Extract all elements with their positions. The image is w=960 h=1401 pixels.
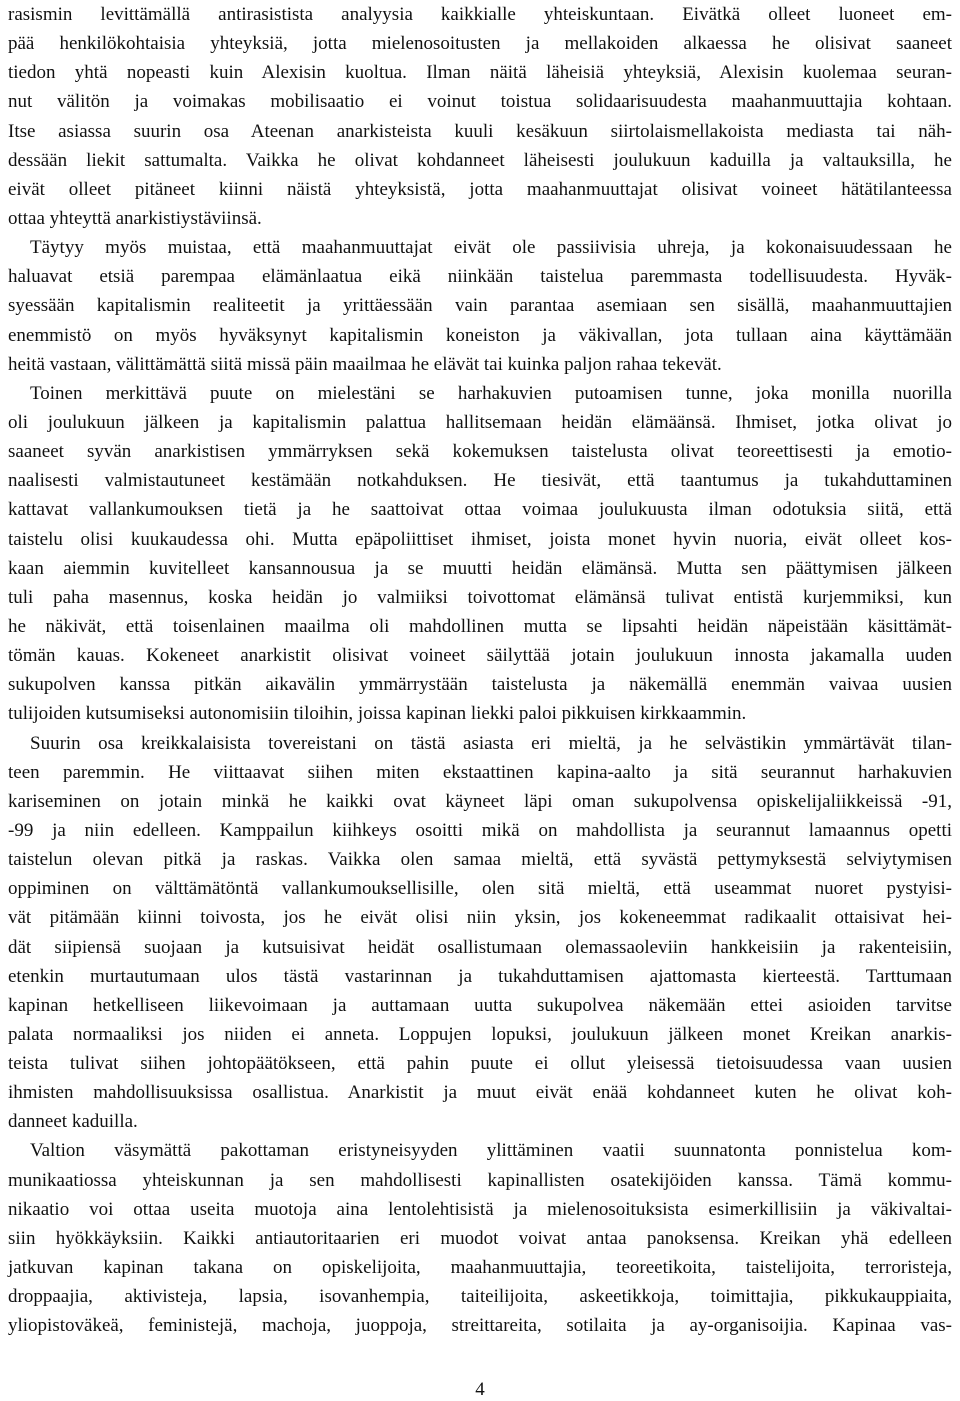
- paragraph: [8, 0, 952, 233]
- text-line: kapinan hetkelliseen liikevoimaan ja auttamaan uutta sukupolvea näkemään ettei asioiden tarvitse: [8, 994, 952, 1016]
- paragraph: [8, 1136, 952, 1340]
- text-line: kaan aiemmin kuvitelleet kansannousua ja se muutti heidän elämänsä. Mutta sen päättymisen jälkeen: [8, 557, 952, 579]
- text-line: dessään liekit sattumalta. Vaikka he olivat kohdanneet läheisesti joulukuun kaduilla ja valtauksilla, he: [8, 149, 952, 171]
- text-line: eivät olleet pitäneet kiinni näistä yhteyksistä, jotta maahanmuuttajat olisivat voineet hätätilanteessa: [8, 178, 952, 200]
- text-line: tuli paha masennus, koska heidän jo valmiiksi toivottomat elämänsä tulivat entistä kurjemmiksi, kun: [8, 586, 952, 608]
- paragraph: [8, 729, 952, 1137]
- text-line: teen paremmin. He viittaavat siihen miten ekstaattinen kapina-aalto ja sitä seurannut harhakuvien: [8, 761, 952, 783]
- text-line: etenkin murtautumaan ulos tästä vastarinnan ja tukahduttamisen ajattomasta kierteestä. Tarttumaan: [8, 965, 952, 987]
- paragraph: [8, 233, 952, 379]
- text-line: haluavat etsiä parempaa elämänlaatua eikä niinkään taistelua paremmasta todellisuudesta. Hyväk-: [8, 266, 952, 288]
- text-line: danneet kaduilla.: [8, 1111, 138, 1133]
- text-line: enemmistö on myös hyväksynyt kapitalismin koneiston ja väkivallan, jota tullaan aina käyttämään: [8, 324, 952, 346]
- text-line: rasismin levittämällä antirasistista analyysia kaikkialle yhteiskuntaan. Eivätkä olleet luoneet em-: [8, 4, 952, 25]
- text-line: teista tulivat siihen johtopäätökseen, että pahin puute ei ollut yleisessä tietoisuudessa vaan uusien: [8, 1053, 952, 1075]
- text-line: kattavat vallankumouksen tietä ja he saattoivat ottaa voimaa joulukuusta ilman odotuksia siitä, että: [8, 499, 952, 521]
- text-line: yliopistoväkeä, feministejä, machoja, juoppoja, streittareita, sotilaita ja ay-organisoijia. Kapinaa vas-: [8, 1315, 952, 1337]
- text-line: Itse asiassa suurin osa Ateenan anarkisteista kuuli kesäkuun siirtolaismellakoista mediasta tai näh-: [8, 120, 952, 142]
- text-line: syessään kapitalismin realiteetit ja yrittäessään vain parantaa asemiaan sen sisällä, maahanmuuttajien: [8, 295, 952, 317]
- text-line: palata normaaliksi jos niiden ei anneta. Loppujen lopuksi, joulukuun jälkeen monet Kreikan anarkis-: [8, 1023, 952, 1045]
- text-line: -99 ja niin edelleen. Kamppailun kiihkeys osoitti mikä on mahdollista ja seurannut lamaannus opetti: [8, 819, 952, 841]
- text-line: siin hyökkäyksiin. Kaikki antiautoritaarien eri muodot voivat antaa panoksensa. Kreikan yhä edelleen: [8, 1227, 952, 1249]
- text-line: tiedon yhtä nopeasti kuin Alexisin kuoltua. Ilman näitä läheisiä yhteyksiä, Alexisin kuolemaa seuran-: [8, 62, 952, 84]
- text-line: naalisesti valmistautuneet kestämään notkahduksen. He tiesivät, että taantumus ja tukahduttaminen: [8, 470, 952, 492]
- text-line: oppiminen on välttämätöntä vallankumouksellisille, olen sitä mieltä, että useammat nuoret pystyisi-: [8, 878, 952, 900]
- text-line: jatkuvan kapinan takana on opiskelijoita, maahanmuuttajia, teoreetikoita, taistelijoita, terroristeja,: [8, 1257, 952, 1279]
- text-line: kariseminen on jotain minkä he kaikki ovat käyneet läpi oman sukupolvensa opiskelijaliikkeissä -91,: [8, 790, 952, 812]
- text-line: Toinen merkittävä puute on mielestäni se harhakuvien putoamisen tunne, joka monilla nuorilla: [30, 382, 952, 404]
- text-line: tömän kauas. Kokeneet anarkistit olisivat voineet säilyttää jotain joulukuun innosta jakamalla uuden: [8, 645, 952, 667]
- text-line: nut välitön ja voimakas mobilisaatio ei voinut toistua solidaarisuudesta maahanmuuttajia kohtaan.: [8, 91, 952, 113]
- text-line: nikaatio voi ottaa useita muotoja aina lentolehtisistä ja mielenosoituksista esimerkillisiin ja väkivaltai-: [8, 1198, 952, 1220]
- text-line: droppaajia, aktivisteja, lapsia, isovanhempia, taiteilijoita, askeetikkoja, toimittajia, pikkukauppiaita,: [8, 1286, 952, 1308]
- text-line: munikaatiossa yhteiskunnan ja sen mahdollisesti kapinallisten osatekijöiden kanssa. Tämä kommu-: [8, 1169, 952, 1191]
- text-line: Suurin osa kreikkalaisista tovereistani on tästä asiasta eri mieltä, ja he selvästikin ymmärtävät tilan-: [30, 732, 952, 754]
- document-page: [8, 0, 952, 1340]
- text-line: taistelun olevan pitkä ja raskas. Vaikka olen samaa mieltä, että syvästä pettymyksestä selviytymisen: [8, 849, 952, 871]
- text-line: vät pitämään kiinni toivosta, jos he eivät olisi niin yksin, jos kokeneemmat radikaalit ottaisivat hei-: [8, 907, 952, 929]
- text-line: sukupolven kanssa pitkän aikavälin ymmärrystään taistelusta ja näkemällä enemmän vaivaa uusien: [8, 674, 952, 696]
- text-line: Täytyy myös muistaa, että maahanmuuttajat eivät ole passiivisia uhreja, ja kokonaisuudessaan he: [30, 237, 952, 259]
- text-line: taistelu olisi kuukaudessa ohi. Mutta epäpoliittiset ihmiset, joista monet hyvin nuoria, eivät olleet kos-: [8, 528, 952, 550]
- paragraph: [8, 379, 952, 729]
- page-number: 4: [475, 1379, 485, 1400]
- text-line: oli joulukuun jälkeen ja kapitalismin palattua hallitsemaan heidän elämäänsä. Ihmiset, jotka olivat jo: [8, 411, 952, 433]
- text-line: ihmisten mahdollisuuksissa osallistua. Anarkistit ja muut eivät enää kohdanneet kuten he olivat koh-: [8, 1082, 952, 1104]
- text-line: dät siipiensä suojaan ja kutsuisivat heidät osallistumaan olemassaoleviin hankkeisiin ja rakenteisiin,: [8, 936, 952, 958]
- text-line: saaneet syvän anarkistisen ymmärryksen sekä kokemuksen taistelusta olivat teoreettisesti ja emotio-: [8, 441, 952, 463]
- text-line: tulijoiden kutsumiseksi autonomisiin tiloihin, joissa kapinan liekki paloi pikkuisen kirkkaammin.: [8, 703, 747, 725]
- text-line: Valtion väsymättä pakottaman eristyneisyyden ylittäminen vaatii suunnatonta ponnistelua kom-: [30, 1140, 952, 1162]
- text-line: ottaa yhteyttä anarkistiystäviinsä.: [8, 207, 262, 229]
- text-line: heitä vastaan, välittämättä siitä missä päin maailmaa he elävät tai kuinka paljon rahaa tekevät.: [8, 353, 722, 375]
- text-line: pää henkilökohtaisia yhteyksiä, jotta mielenosoitusten ja mellakoiden alkaessa he olisivat saaneet: [8, 33, 952, 55]
- text-line: he näkivät, että toisenlainen maailma oli mahdollinen mutta se lipsahti heidän näpeistään käsittämät-: [8, 615, 952, 637]
